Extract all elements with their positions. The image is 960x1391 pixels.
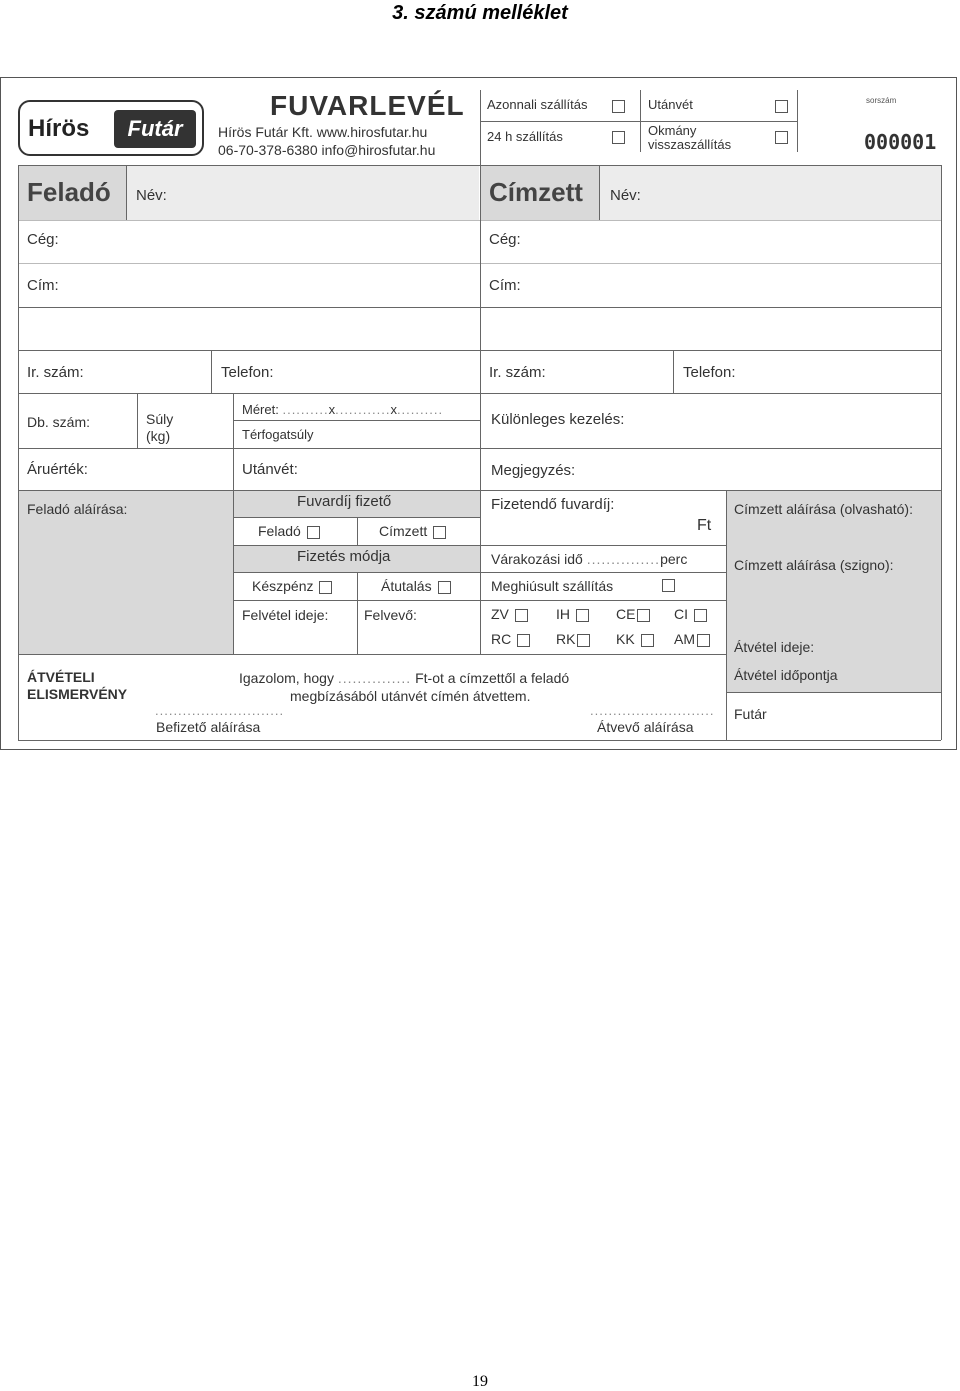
cash-label: Készpénz — [252, 578, 314, 594]
recipient-name-row-bg — [599, 165, 941, 220]
code-kk-label: KK — [616, 631, 635, 647]
option-cod[interactable] — [648, 97, 693, 112]
code-am-checkbox[interactable] — [697, 634, 710, 647]
size-x-1: x — [328, 402, 336, 417]
waiting-minutes-label: perc — [660, 551, 688, 567]
payer-recipient-checkbox[interactable] — [433, 526, 446, 539]
payer-signature-label: Befizető aláírása — [156, 719, 261, 735]
note-label: Megjegyzés: — [491, 462, 576, 479]
receipt-title — [27, 669, 127, 703]
company-line-2: 06-70-378-6380 info@hirosfutar.hu — [218, 142, 436, 158]
weight-label-2: (kg) — [146, 428, 171, 444]
payment-method-title: Fizetés módja — [297, 548, 391, 565]
company-line-1: Hírös Futár Kft. www.hirosfutar.hu — [218, 124, 428, 140]
pickup-time-label: Felvétel ideje: — [242, 607, 329, 623]
receipt-title-1: ÁTVÉTELI — [27, 669, 95, 685]
parcel-count-label: Db. szám: — [27, 414, 91, 430]
code-zv[interactable] — [491, 606, 528, 622]
receipt-text-line-2: megbízásából utánvét címén átvettem. — [290, 688, 531, 704]
waiting-label: Várakozási idő — [491, 551, 583, 567]
size-label: Méret: — [242, 402, 279, 417]
receipt-title-2: ELISMERVÉNY — [27, 686, 128, 702]
code-rc-checkbox[interactable] — [517, 634, 530, 647]
parcel-size-label: Méret: ..........x............x.......... — [242, 402, 444, 417]
cash-option[interactable] — [252, 578, 332, 594]
courier-label: Futár — [734, 706, 767, 722]
payer-signature-line: ............................ — [155, 703, 285, 718]
code-kk-checkbox[interactable] — [641, 634, 654, 647]
code-ih-checkbox[interactable] — [576, 609, 589, 622]
recipient-address-label: Cím: — [489, 277, 521, 294]
transfer-option[interactable] — [381, 578, 451, 594]
option-document-return[interactable] — [648, 124, 731, 152]
recipient-phone-label: Telefon: — [683, 364, 736, 381]
parcel-weight-label — [146, 411, 173, 445]
failed-delivery-checkbox[interactable] — [662, 579, 675, 592]
fee-label: Fizetendő fuvardíj: — [491, 496, 615, 513]
sender-address-label: Cím: — [27, 277, 59, 294]
code-zv-label: ZV — [491, 606, 509, 622]
option-cod-label: Utánvét — [648, 97, 693, 112]
code-ih[interactable] — [556, 606, 589, 622]
option-24h[interactable] — [487, 129, 563, 144]
recipient-signature-bg — [726, 490, 941, 692]
option-immediate-checkbox[interactable] — [612, 100, 625, 113]
sender-signature-label: Feladó aláírása: — [27, 501, 128, 517]
code-rc-label: RC — [491, 631, 512, 647]
option-doc-label-1: Okmány — [648, 123, 697, 138]
recipient-signature-legible-label: Címzett aláírása (olvasható): — [734, 501, 913, 517]
payer-recipient-label: Címzett — [379, 523, 428, 539]
waiting-time-label: Várakozási idő ...............perc — [491, 551, 688, 567]
goods-value-label: Áruérték: — [27, 461, 88, 478]
logo-text-1: Hírös — [28, 115, 90, 142]
sender-zip-label: Ir. szám: — [27, 364, 84, 381]
code-ce[interactable] — [616, 606, 650, 622]
option-immediate-label: Azonnali szállítás — [487, 97, 588, 112]
cod-amount-label: Utánvét: — [242, 461, 298, 478]
weight-label-1: Súly — [146, 411, 174, 427]
special-handling-label: Különleges kezelés: — [491, 411, 625, 428]
page-number: 19 — [472, 1373, 488, 1390]
recipient-zip-label: Ir. szám: — [489, 364, 546, 381]
option-document-return-checkbox[interactable] — [775, 131, 788, 144]
recipient-signature-sign-label: Címzett aláírása (szigno): — [734, 557, 894, 573]
option-doc-label-2: visszaszállítás — [648, 137, 732, 152]
recipient-name-label: Név: — [610, 187, 641, 204]
code-rk-label: RK — [556, 631, 576, 647]
sender-name-row-bg — [126, 165, 479, 220]
receiver-signature-line: ........................... — [590, 703, 715, 718]
option-cod-checkbox[interactable] — [775, 100, 788, 113]
code-ci-label: CI — [674, 606, 688, 622]
code-ci-checkbox[interactable] — [694, 609, 707, 622]
option-24h-checkbox[interactable] — [612, 131, 625, 144]
code-ci[interactable] — [674, 606, 707, 622]
failed-delivery-label: Meghiúsult szállítás — [491, 578, 614, 594]
payer-recipient-option[interactable] — [379, 523, 446, 539]
transfer-checkbox[interactable] — [438, 581, 451, 594]
recipient-title: Címzett — [489, 177, 583, 207]
form-title: FUVARLEVÉL — [270, 90, 465, 121]
size-x-2: x — [390, 402, 397, 417]
transfer-label: Átutalás — [381, 578, 432, 594]
failed-delivery-option[interactable] — [491, 578, 613, 594]
serial-number: 000001 — [864, 130, 937, 154]
fee-currency: Ft — [697, 517, 712, 534]
code-ce-checkbox[interactable] — [637, 609, 650, 622]
sender-title: Feladó — [27, 177, 111, 207]
cash-checkbox[interactable] — [319, 581, 332, 594]
recipient-company-label: Cég: — [489, 231, 521, 248]
code-ce-label: CE — [616, 606, 636, 622]
receipt-text-line-1: Igazolom, hogy ............... Ft-ot a címzettől a feladó — [239, 670, 570, 686]
option-24h-label: 24 h szállítás — [487, 129, 563, 144]
code-am[interactable] — [674, 631, 710, 647]
receive-moment-label: Átvétel időpontja — [734, 667, 838, 683]
code-rk-checkbox[interactable] — [577, 634, 590, 647]
receipt-text-1b: Ft-ot a címzettől a feladó — [415, 670, 570, 686]
page-heading: 3. számú melléklet — [392, 2, 568, 24]
code-ih-label: IH — [556, 606, 570, 622]
code-zv-checkbox[interactable] — [515, 609, 528, 622]
logo-text-2: Futár — [114, 110, 196, 148]
serial-label: sorszám — [866, 96, 897, 105]
payer-sender-option[interactable] — [258, 523, 320, 539]
hiros-futar-logo — [18, 100, 204, 156]
sender-name-label: Név: — [136, 187, 167, 204]
code-am-label: AM — [674, 631, 695, 647]
parcel-volume-label: Térfogatsúly — [242, 427, 314, 442]
sender-company-label: Cég: — [27, 231, 59, 248]
picked-by-label: Felvevő: — [364, 607, 417, 623]
code-rk[interactable] — [556, 631, 590, 647]
code-kk[interactable] — [616, 631, 654, 647]
payer-title: Fuvardíj fizető — [297, 493, 392, 510]
sender-phone-label: Telefon: — [221, 364, 274, 381]
payer-sender-checkbox[interactable] — [307, 526, 320, 539]
receiver-signature-label: Átvevő aláírása — [597, 719, 694, 735]
option-immediate[interactable] — [487, 97, 587, 112]
code-rc[interactable] — [491, 631, 530, 647]
payer-sender-label: Feladó — [258, 523, 301, 539]
receive-time-label: Átvétel ideje: — [734, 639, 815, 655]
receipt-text-1a: Igazolom, hogy — [239, 670, 334, 686]
